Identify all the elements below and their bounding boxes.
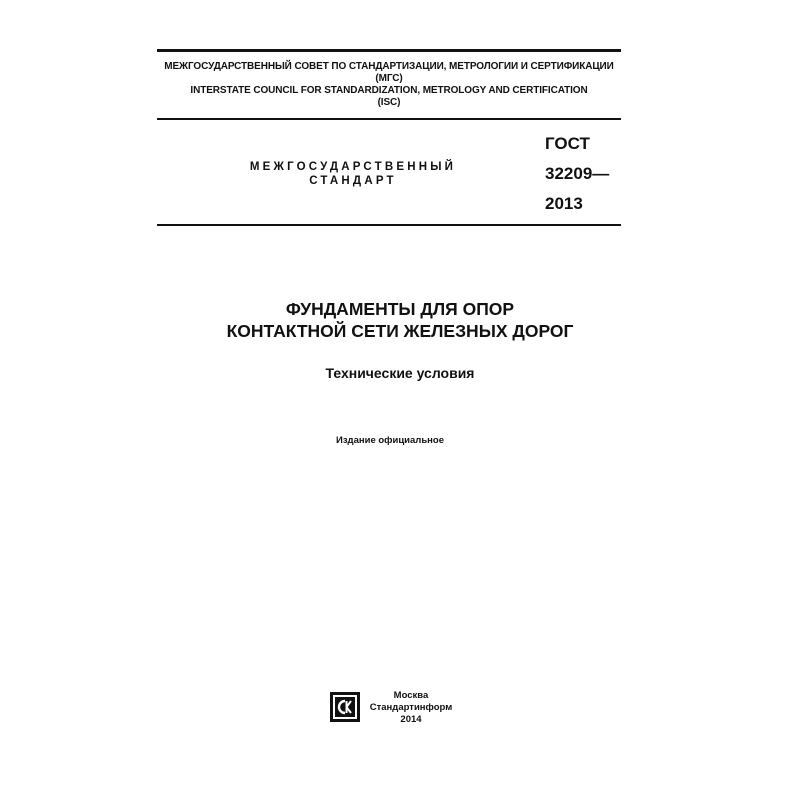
document-subtitle: Технические условия [325,365,475,381]
council-header [157,61,621,109]
standartinform-logo-icon [330,692,360,722]
publisher-city: Москва [393,690,429,701]
publication-year: 2014 [400,714,422,725]
header-bottom-rule [157,224,621,226]
standard-type-label-line1: МЕЖГОСУДАРСТВЕННЫЙ [249,161,457,173]
council-abbr-ru: (МГС) [375,73,403,84]
document-title-line1: ФУНДАМЕНТЫ ДЛЯ ОПОР [285,299,515,319]
council-abbr-en: (ISC) [377,97,401,108]
edition-note: Издание официальное [336,435,444,446]
standard-code-number: 32209— [545,164,610,183]
council-name-en: INTERSTATE COUNCIL FOR STANDARDIZATION, METROLOGY AND CERTIFICATION [190,85,588,96]
publisher-name: Стандартинформ [369,702,453,713]
header-top-rule [157,49,621,52]
standard-code-year: 2013 [545,194,583,213]
council-name-ru: МЕЖГОСУДАРСТВЕННЫЙ СОВЕТ ПО СТАНДАРТИЗАЦИИ, МЕТРОЛОГИИ И СЕРТИФИКАЦИИ [164,61,614,72]
header-middle-rule [157,118,621,120]
standard-code-prefix: ГОСТ [545,134,590,153]
document-title-line2: КОНТАКТНОЙ СЕТИ ЖЕЛЕЗНЫХ ДОРОГ [226,321,574,341]
standard-type-label-line2: СТАНДАРТ [309,175,397,187]
